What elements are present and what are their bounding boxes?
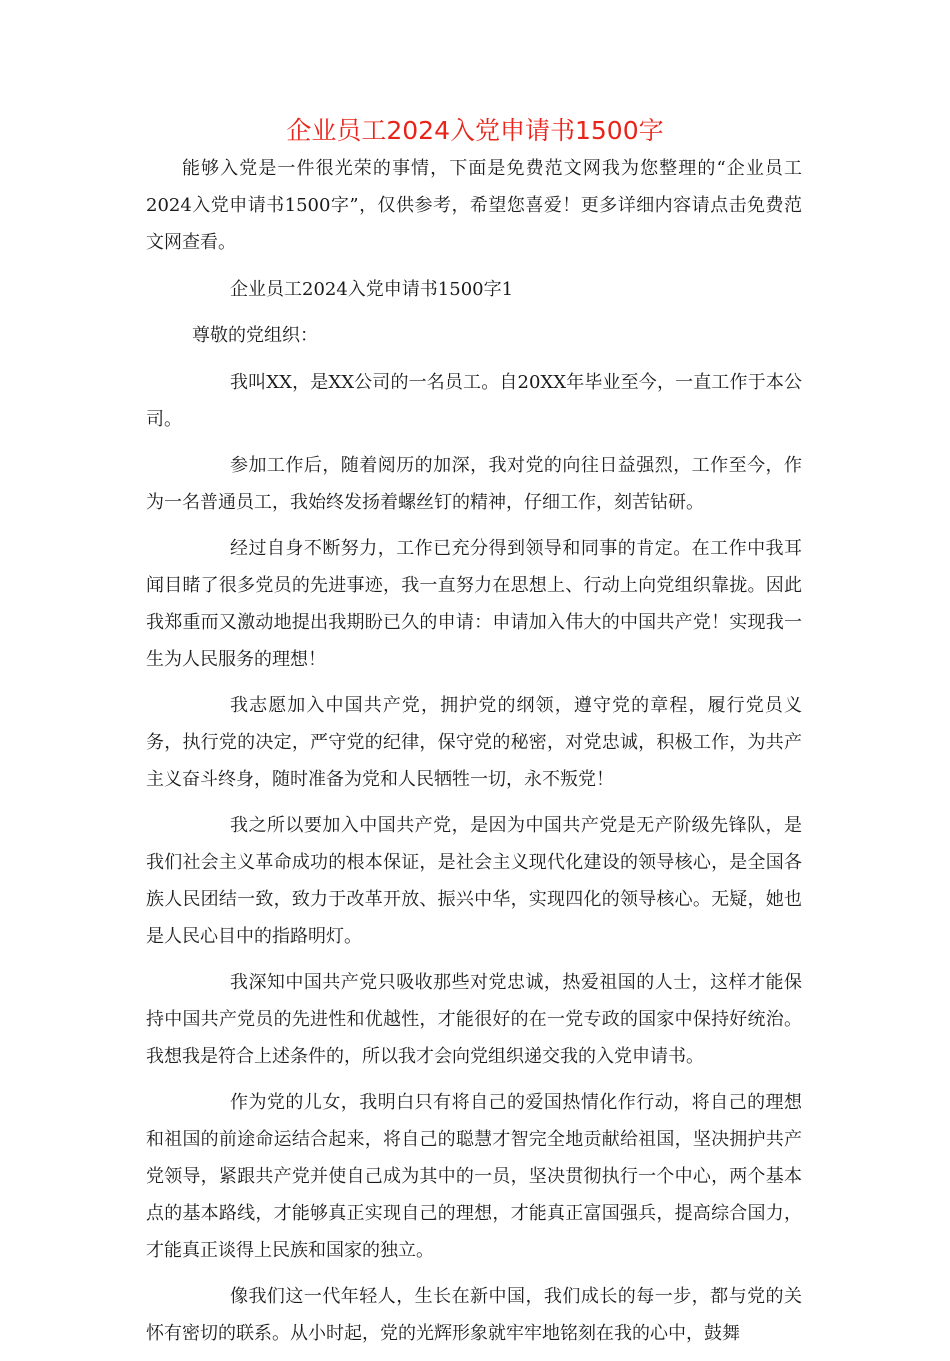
document-body xyxy=(146,150,802,1361)
salutation: 尊敬的党组织： xyxy=(192,325,318,346)
body-paragraph: 我志愿加入中国共产党，拥护党的纲领，遵守党的章程，履行党员义务，执行党的决定，严守党的纪律，保守党的秘密，对党忠诚，积极工作，为共产主义奋斗终身，随时准备为党和人民牺牲一切，永不叛党！ xyxy=(146,695,802,790)
section-subtitle: 企业员工2024入党申请书1500字1 xyxy=(230,279,514,300)
body-paragraph: 像我们这一代年轻人，生长在新中国，我们成长的每一步，都与党的关怀有密切的联系。从小时起，党的光辉形象就牢牢地铭刻在我的心中，鼓舞 xyxy=(146,1286,802,1344)
body-paragraph: 我叫XX，是XX公司的一名员工。自20XX年毕业至今，一直工作于本公司。 xyxy=(146,372,802,430)
document-title: 企业员工2024入党申请书1500字 xyxy=(286,116,664,145)
body-paragraph: 参加工作后，随着阅历的加深，我对党的向往日益强烈，工作至今，作为一名普通员工，我始终发扬着螺丝钉的精神，仔细工作，刻苦钻研。 xyxy=(146,455,802,513)
body-paragraph: 经过自身不断努力，工作已充分得到领导和同事的肯定。在工作中我耳闻目睹了很多党员的先进事迹，我一直努力在思想上、行动上向党组织靠拢。因此我郑重而又激动地提出我期盼已久的申请：申请加入伟大的中国共产党！实现我一生为人民服务的理想！ xyxy=(146,538,802,670)
body-paragraph: 我深知中国共产党只吸收那些对党忠诚，热爱祖国的人士，这样才能保持中国共产党员的先进性和优越性，才能很好的在一党专政的国家中保持好统治。我想我是符合上述条件的，所以我才会向党组织递交我的入党申请书。 xyxy=(146,972,802,1067)
intro-paragraph: 能够入党是一件很光荣的事情，下面是免费范文网我为您整理的“企业员工2024入党申请书1500字”，仅供参考，希望您喜爱！更多详细内容请点击免费范文网查看。 xyxy=(146,158,802,253)
body-paragraph: 作为党的儿女，我明白只有将自己的爱国热情化作行动，将自己的理想和祖国的前途命运结合起来，将自己的聪慧才智完全地贡献给祖国，坚决拥护共产党领导，紧跟共产党并使自己成为其中的一员，坚决贯彻执行一个中心，两个基本点的基本路线，才能够真正实现自己的理想，才能真正富国强兵，提高综合国力，才能真正谈得上民族和国家的独立。 xyxy=(146,1092,802,1261)
body-paragraph: 我之所以要加入中国共产党，是因为中国共产党是无产阶级先锋队，是我们社会主义革命成功的根本保证，是社会主义现代化建设的领导核心，是全国各族人民团结一致，致力于改革开放、振兴中华，实现四化的领导核心。无疑，她也是人民心目中的指路明灯。 xyxy=(146,815,802,947)
